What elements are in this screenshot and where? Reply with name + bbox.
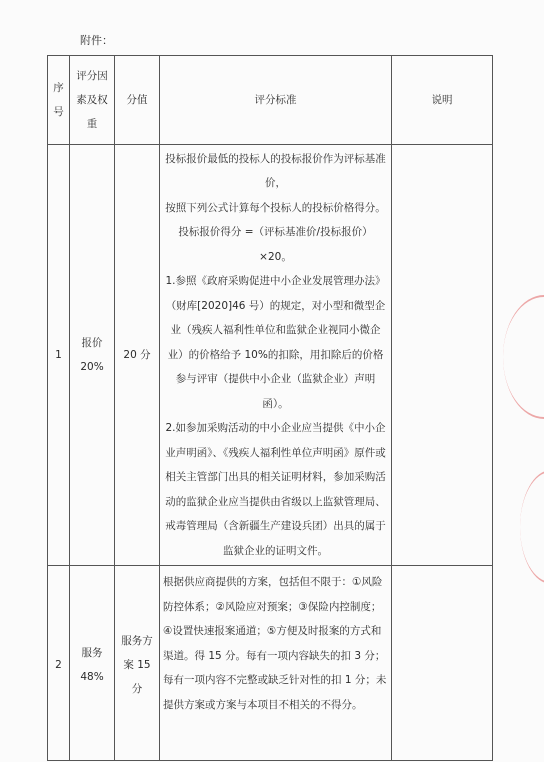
header-score: 分值 xyxy=(115,56,160,145)
row-note xyxy=(392,145,493,566)
row-note xyxy=(392,566,493,761)
seal-stamp xyxy=(520,470,544,584)
table-row xyxy=(48,145,493,566)
scoring-table xyxy=(47,55,493,761)
standard-line: 按照下列公式计算每个投标人的投标价格得分。 xyxy=(165,201,386,214)
row-seq: 2 xyxy=(48,566,70,761)
row-factor xyxy=(70,145,115,566)
factor-weight: 20% xyxy=(80,361,104,373)
row-factor xyxy=(70,566,115,761)
factor-name: 服务 xyxy=(81,647,103,659)
header-factor: 评分因素及权重 xyxy=(70,56,115,145)
table-header-row xyxy=(48,56,493,145)
standard-line: 投标报价得分 =（评标基准价/投标报价）×20。 xyxy=(178,226,373,263)
standard-line: 1.参照《政府采购促进中小企业发展管理办法》（财库[2020]46 号）的规定，对小型和微型企业（残疾人福利性单位和监狱企业视同小微企业）的价格给予 10%的扣除，用扣除后的价格参与评审（提供中小企业（监狱企业）声明函）。 xyxy=(165,275,386,410)
factor-weight: 48% xyxy=(80,671,104,683)
attachment-label: 附件： xyxy=(80,34,113,47)
row-standard xyxy=(160,566,392,761)
header-note: 说明 xyxy=(392,56,493,145)
table-row xyxy=(48,566,493,761)
header-standard: 评分标准 xyxy=(160,56,392,145)
row-score: 20 分 xyxy=(115,145,160,566)
row-standard xyxy=(160,145,392,566)
standard-line: 2.如参加采购活动的中小企业应当提供《中小企业声明函》、《残疾人福利性单位声明函》原件或相关主管部门出具的相关证明材料，参加采购活动的监狱企业应当提供由省级以上监狱管理局、戒毒管理局（含新疆生产建设兵团）出具的属于监狱企业的证明文件。 xyxy=(165,422,386,557)
header-seq: 序号 xyxy=(48,56,70,145)
standard-line: 投标报价最低的投标人的投标报价作为评标基准价， xyxy=(165,152,386,190)
row-score: 服务方案 15 分 xyxy=(115,566,160,761)
seal-stamp xyxy=(503,295,544,419)
factor-name: 报价 xyxy=(81,337,103,349)
row-seq: 1 xyxy=(48,145,70,566)
standard-line: 根据供应商提供的方案，包括但不限于：①风险防控体系；②风险应对预案；③保险内控制度；④设置快速报案通道；⑤方便及时报案的方式和渠道。得 15 分。每有一项内容缺失的扣 3 分；每有一项内容不完整或缺乏针对性的扣 1 分；未提供方案或方案与本项目不相关的不得分。 xyxy=(163,576,387,711)
